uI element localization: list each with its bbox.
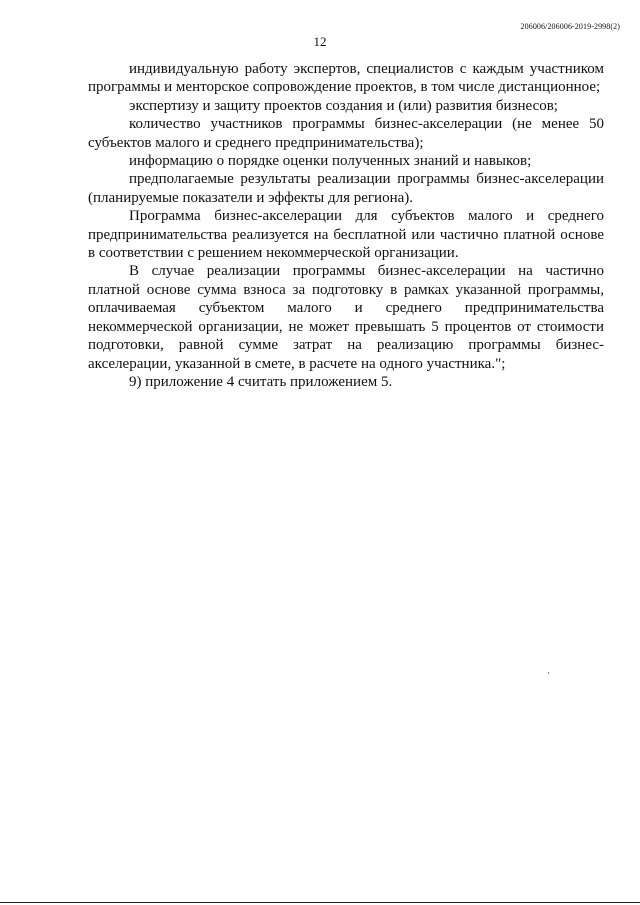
document-body <box>88 60 604 391</box>
page-bottom-edge <box>0 902 640 903</box>
document-code: 206006/206006-2019-2998(2) <box>520 22 620 31</box>
paragraph: предполагаемые результаты реализации программы бизнес-акселерации (планируемые показатели и эффекты для региона). <box>88 171 604 206</box>
paragraph: В случае реализации программы бизнес-акселерации на частично платной основе сумма взноса за подготовку в рамках указанной программы, оплачиваемая субъектом малого и среднего предпринимательства некоммерческой организации, не может превышать 5 процентов от стоимости подготовки, равной сумме затрат на реализацию программы бизнес-акселерации, указанной в смете, в расчете на одного участника."; <box>88 263 604 372</box>
paragraph: индивидуальную работу экспертов, специалистов с каждым участником программы и менторское сопровождение проектов, в том числе дистанционное; <box>88 61 604 96</box>
paragraph: информацию о порядке оценки полученных знаний и навыков; <box>129 153 532 170</box>
paragraph: количество участников программы бизнес-акселерации (не менее 50 субъектов малого и среднего предпринимательства); <box>88 116 604 151</box>
paragraph: экспертизу и защиту проектов создания и (или) развития бизнесов; <box>129 97 558 114</box>
scan-speck <box>548 672 549 674</box>
paragraph: Программа бизнес-акселерации для субъектов малого и среднего предпринимательства реализуется на бесплатной или частично платной основе в соответствии с решением некоммерческой организации. <box>88 208 604 262</box>
paragraph: 9) приложение 4 считать приложением 5. <box>129 373 393 390</box>
page-number: 12 <box>313 34 327 49</box>
